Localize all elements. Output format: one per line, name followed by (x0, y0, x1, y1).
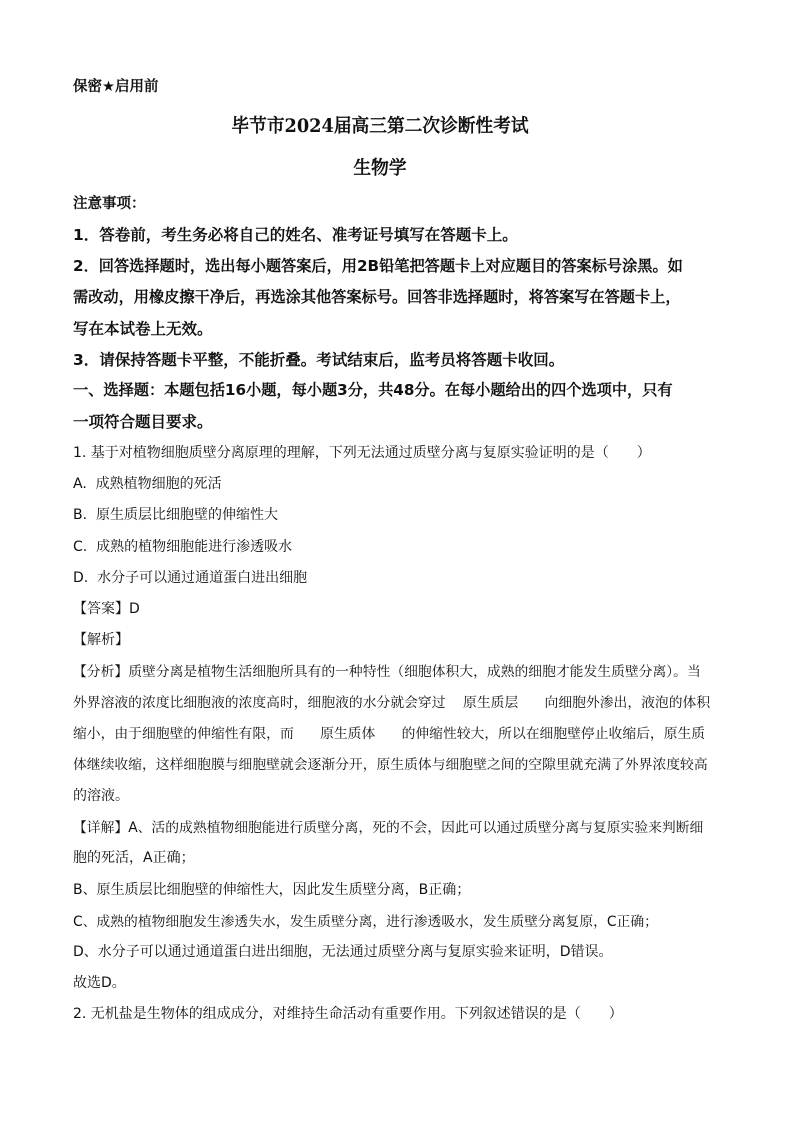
question-1-option-c: C. 成熟的植物细胞能进行渗透吸水 (73, 539, 293, 555)
notes-item-2-line-1: 2．回答选择题时，选出每小题答案后，用2B铅笔把答题卡上对应题目的答案标号涂黑。如 (73, 257, 683, 275)
explanation-label: 【解析】 (73, 632, 129, 648)
question-2-stem: 2. 无机盐是生物体的组成成分，对维持生命活动有重要作用。下列叙述错误的是（ ） (73, 1006, 623, 1022)
subject-title: 生物学 (353, 158, 407, 179)
detail-line-2: 胞的死活，A正确； (73, 850, 195, 866)
exam-title: 毕节市2024届高三第二次诊断性考试 (231, 116, 529, 137)
notes-heading: 注意事项： (73, 196, 146, 212)
conclusion: 故选D。 (73, 975, 126, 991)
detail-option-b: B、原生质层比细胞壁的伸缩性大，因此发生质壁分离，B正确； (73, 882, 471, 898)
detail-line-1 (73, 816, 703, 836)
analysis-line-4: 体继续收缩，这样细胞膜与细胞壁就会逐渐分开，原生质体与细胞壁之间的空隙里就充满了外界浓度较高 (73, 757, 708, 773)
notes-item-2-line-2: 需改动，用橡皮擦干净后，再选涂其他答案标号。回答非选择题时，将答案写在答题卡上， (73, 288, 681, 306)
analysis-line-5: 的溶液。 (73, 788, 129, 804)
section-1-line-1: 一、选择题：本题包括16小题，每小题3分，共48分。在每小题给出的四个选项中，只有 (73, 381, 673, 399)
detail-option-d: D、水分子可以通过通道蛋白进出细胞，无法通过质壁分离与复原实验来证明，D错误。 (73, 944, 613, 960)
question-1-option-a: A. 成熟植物细胞的死活 (73, 476, 222, 492)
question-1-option-d: D. 水分子可以通过通道蛋白进出细胞 (73, 570, 308, 586)
question-1-stem: 1. 基于对植物细胞质壁分离原理的理解，下列无法通过质壁分离与复原实验证明的是（ ） (73, 445, 651, 461)
confidential-label: 保密★启用前 (73, 79, 159, 95)
analysis-line-3: 缩小，由于细胞壁的伸缩性有限，而 原生质体 的伸缩性较大，所以在细胞壁停止收缩后，原生质 (73, 726, 706, 742)
notes-item-3: 3．请保持答题卡平整，不能折叠。考试结束后，监考员将答题卡收回。 (73, 351, 565, 369)
analysis-line-1 (73, 660, 701, 680)
detail-option-c: C、成熟的植物细胞发生渗透失水，发生质壁分离，进行渗透吸水，发生质壁分离复原，C正确； (73, 914, 658, 930)
analysis-tag: 【分析】 (73, 664, 129, 680)
analysis-text: 质壁分离是植物生活细胞所具有的一种特性（细胞体积大，成熟的细胞才能发生质壁分离）。当 (128, 664, 701, 680)
notes-item-1: 1．答卷前，考生务必将自己的姓名、准考证号填写在答题卡上。 (73, 226, 518, 244)
notes-item-2-line-3: 写在本试卷上无效。 (73, 320, 213, 338)
question-1-option-b: B. 原生质层比细胞壁的伸缩性大 (73, 507, 278, 523)
detail-text: A、活的成熟植物细胞能进行质壁分离，死的不会，因此可以通过质壁分离与复原实验来判断细 (128, 820, 704, 836)
detail-tag: 【详解】 (73, 820, 129, 836)
analysis-line-2: 外界溶液的浓度比细胞液的浓度高时，细胞液的水分就会穿过 原生质层 向细胞外渗出，液泡的体积 (73, 695, 711, 711)
section-1-line-2: 一项符合题目要求。 (73, 413, 213, 431)
answer-label: 【答案】D (73, 601, 140, 617)
